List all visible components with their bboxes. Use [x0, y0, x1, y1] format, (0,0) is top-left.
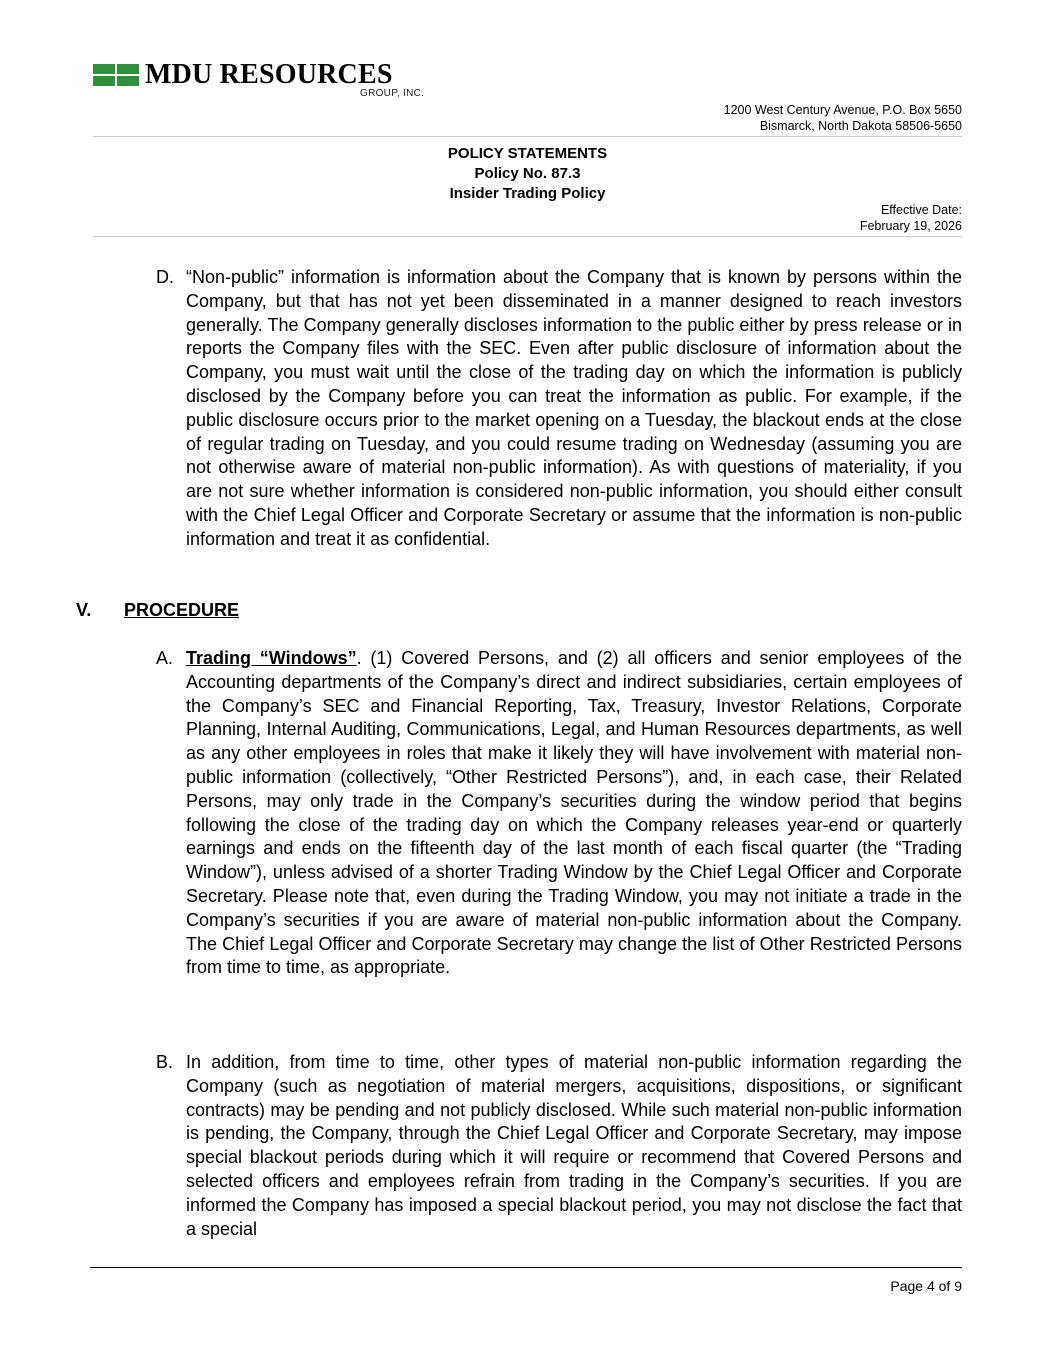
company-address	[724, 102, 962, 134]
policy-title: Insider Trading Policy	[449, 185, 606, 202]
section-number: V.	[76, 600, 92, 620]
footer-divider	[90, 1267, 962, 1268]
effective-date: February 19, 2026	[859, 219, 962, 233]
effective-date-label: Effective Date:	[880, 203, 962, 217]
item-a-paragraph	[186, 647, 962, 980]
doc-type: POLICY STATEMENTS	[447, 145, 608, 162]
address-line-1: 1200 West Century Avenue, P.O. Box 5650	[723, 103, 962, 117]
effective-date-block	[860, 202, 962, 234]
header-divider-bottom	[93, 236, 962, 237]
company-logo	[93, 60, 433, 104]
item-a-text: . (1) Covered Persons, and (2) all officers and senior employees of the Accounting departments of the Company’s direct and indirect subsidiaries, certain employees of the Company’s SEC and Financial Reporting, Tax, Treasury, Investor Relations, Corporate Planning, Internal Auditing, Communications, Legal, and Human Resources departments, as well as any other employees in roles that make it likely they will have involvement with material non-public information (collectively, “Other Restricted Persons”), and, in each case, their Related Persons, may only trade in the Company’s securities during the window period that begins following the close of the trading day on which the Company releases year-end or quarterly earnings and ends on the fifteenth day of the last month of each fiscal quarter (the “Trading Window”), unless advised of a shorter Trading Window by the Chief Legal Officer and Corporate Secretary. Please note that, even during the Trading Window, you may not initiate a trade in the Company’s securities if you are aware of material non-public information about the Company. The Chief Legal Officer and Corporate Secretary may change the list of Other Restricted Persons from time to time, as appropriate.	[186, 648, 962, 978]
item-b-marker: B.	[156, 1052, 174, 1072]
policy-heading	[0, 144, 1055, 204]
logo-name: MDU RESOURCES	[145, 59, 393, 90]
section-title: PROCEDURE	[124, 600, 240, 620]
logo-subtitle: GROUP, INC.	[360, 88, 425, 99]
policy-number: Policy No. 87.3	[474, 165, 581, 182]
item-b-paragraph: In addition, from time to time, other types of material non-public information regarding the Company (such as negotiation of material mergers, acquisitions, dispositions, or significant contracts) may be pending and not publicly disclosed. While such material non-public information is pending, the Company, through the Chief Legal Officer and Corporate Secretary, may impose special blackout periods during which it will require or recommend that Covered Persons and selected officers and employees refrain from trading in the Company’s securities. If you are informed the Company has imposed a special blackout period, you may not disclose the fact that a special	[186, 1052, 962, 1239]
logo-mark-icon	[93, 64, 139, 86]
address-line-2: Bismarck, North Dakota 58506-5650	[759, 119, 962, 133]
header-divider	[93, 136, 962, 137]
item-a-marker: A.	[156, 648, 174, 668]
page-number: Page 4 of 9	[890, 1278, 962, 1294]
item-d-paragraph: “Non-public” information is information about the Company that is known by persons within the Company, but that has not yet been disseminated in a manner designed to reach investors generally. The Company generally discloses information to the public either by press release or in reports the Company files with the SEC. Even after public disclosure of information about the Company, you must wait until the close of the trading day on which the information is publicly disclosed by the Company before you can treat the information as public. For example, if the public disclosure occurs prior to the market opening on a Tuesday, the blackout ends at the close of regular trading on Tuesday, and you could resume trading on Wednesday (assuming you are not otherwise aware of material non-public information). As with questions of materiality, if you are not sure whether information is considered non-public information, you should either consult with the Chief Legal Officer and Corporate Secretary or assume that the information is non-public information and treat it as confidential.	[186, 267, 962, 549]
item-a-lead: Trading “Windows”	[186, 648, 357, 668]
item-d-marker: D.	[156, 267, 174, 287]
